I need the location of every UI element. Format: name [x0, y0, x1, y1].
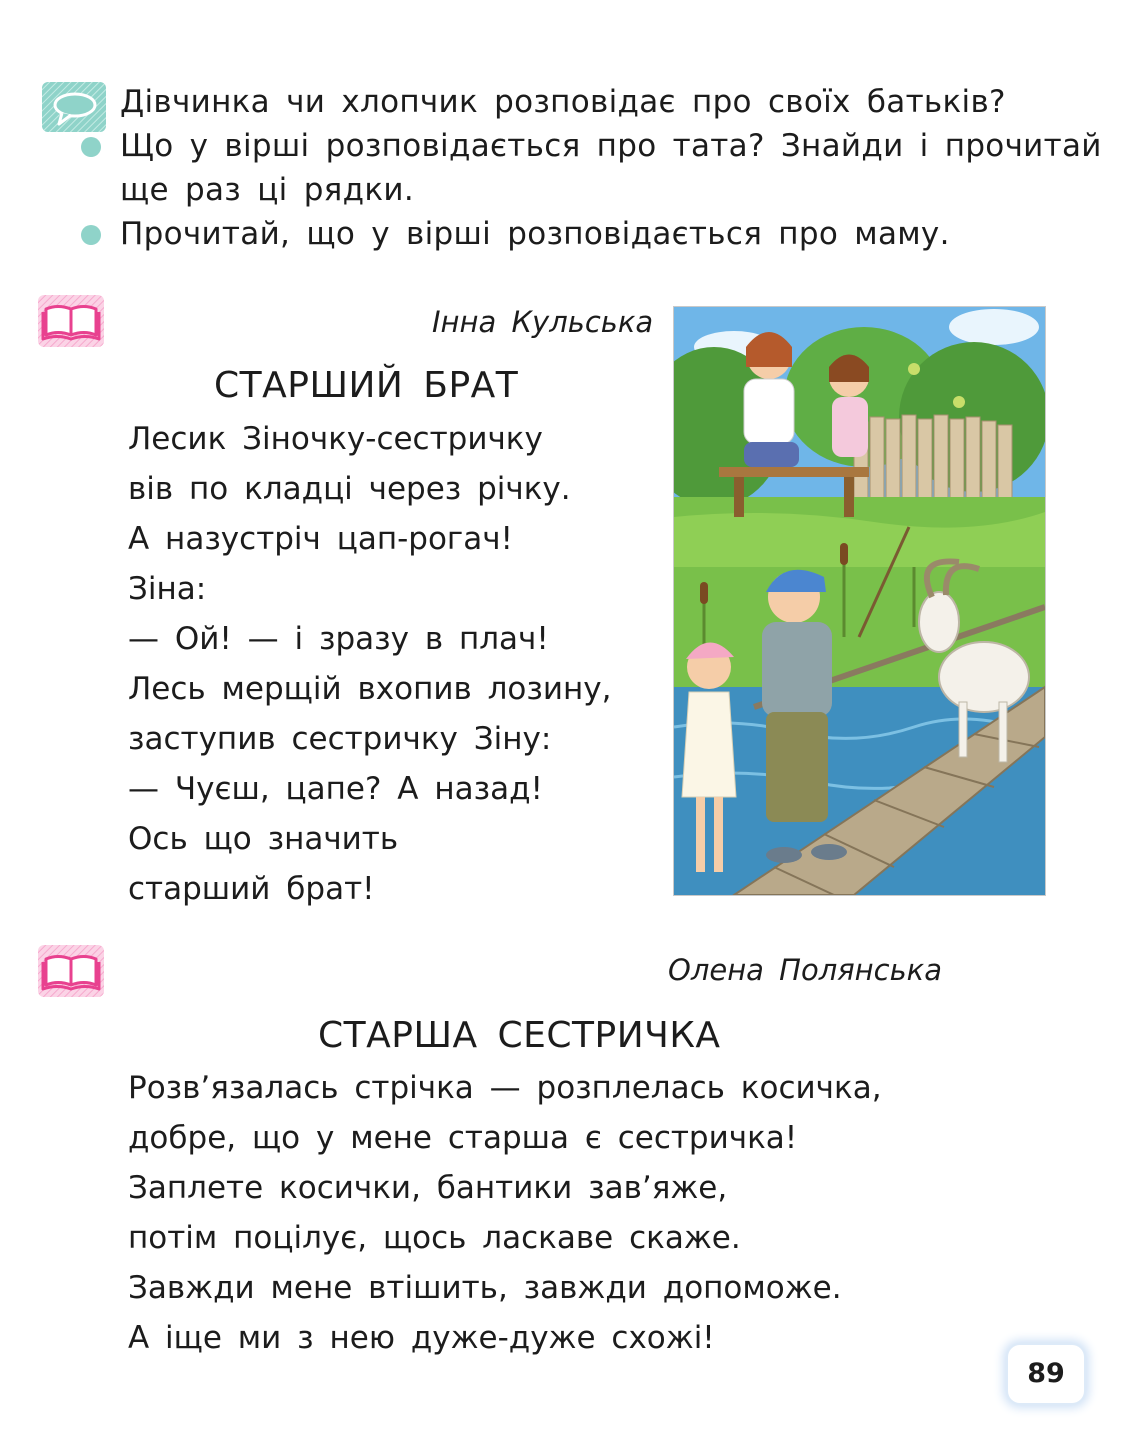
poem2-line: А іще ми з нею дуже-дуже схожі!: [128, 1320, 715, 1356]
poem2-title: СТАРША СЕСТРИЧКА: [318, 1015, 721, 1056]
page-number: 89: [1008, 1345, 1084, 1403]
poem1-author: Інна Кульська: [432, 305, 654, 339]
question-2-continued: ще раз ці рядки.: [120, 172, 414, 208]
question-3: Прочитай, що у вірші розповідається про маму.: [120, 216, 950, 252]
poem1-line: старший брат!: [128, 871, 375, 907]
poem1-line: — Ой! — і зразу в плач!: [128, 621, 549, 657]
question-2: Що у вірші розповідається про тата? Знайди і прочитай: [120, 128, 1102, 164]
bullet-icon: [81, 137, 101, 157]
poem1-line: А назустріч цап-рогач!: [128, 521, 513, 557]
poem1-line: вів по кладці через річку.: [128, 471, 571, 507]
poem1-line: заступив сестричку Зіну:: [128, 721, 552, 757]
speech-bubble-icon: [42, 82, 106, 132]
poem2-line: потім поцілує, щось ласкаве скаже.: [128, 1220, 741, 1256]
question-1: Дівчинка чи хлопчик розповідає про своїх батьків?: [120, 84, 1006, 120]
poem2-line: Завжди мене втішить, завжди допоможе.: [128, 1270, 842, 1306]
poem1-text: [128, 414, 612, 914]
poem1-line: Ось що значить: [128, 821, 399, 857]
poem1-title: СТАРШИЙ БРАТ: [214, 365, 519, 406]
poem2-line: добре, що у мене старша є сестричка!: [128, 1120, 798, 1156]
poem1-line: Зіна:: [128, 571, 207, 607]
poem1-line: Лесик Зіночку-сестричку: [128, 421, 543, 457]
bullet-icon: [81, 225, 101, 245]
open-book-icon: [38, 945, 104, 997]
open-book-icon: [38, 295, 104, 347]
poem1-line: Лесь мерщій вхопив лозину,: [128, 671, 612, 707]
poem1-line: — Чуєш, цапе? А назад!: [128, 771, 543, 807]
illustration: [673, 306, 1046, 896]
poem2-author: Олена Полянська: [668, 953, 942, 987]
poem2-line: Заплете косички, бантики зав’яже,: [128, 1170, 728, 1206]
poem2-line: Розв’язалась стрічка — розплелась косичка,: [128, 1070, 882, 1106]
poem2-text: [128, 1063, 882, 1363]
